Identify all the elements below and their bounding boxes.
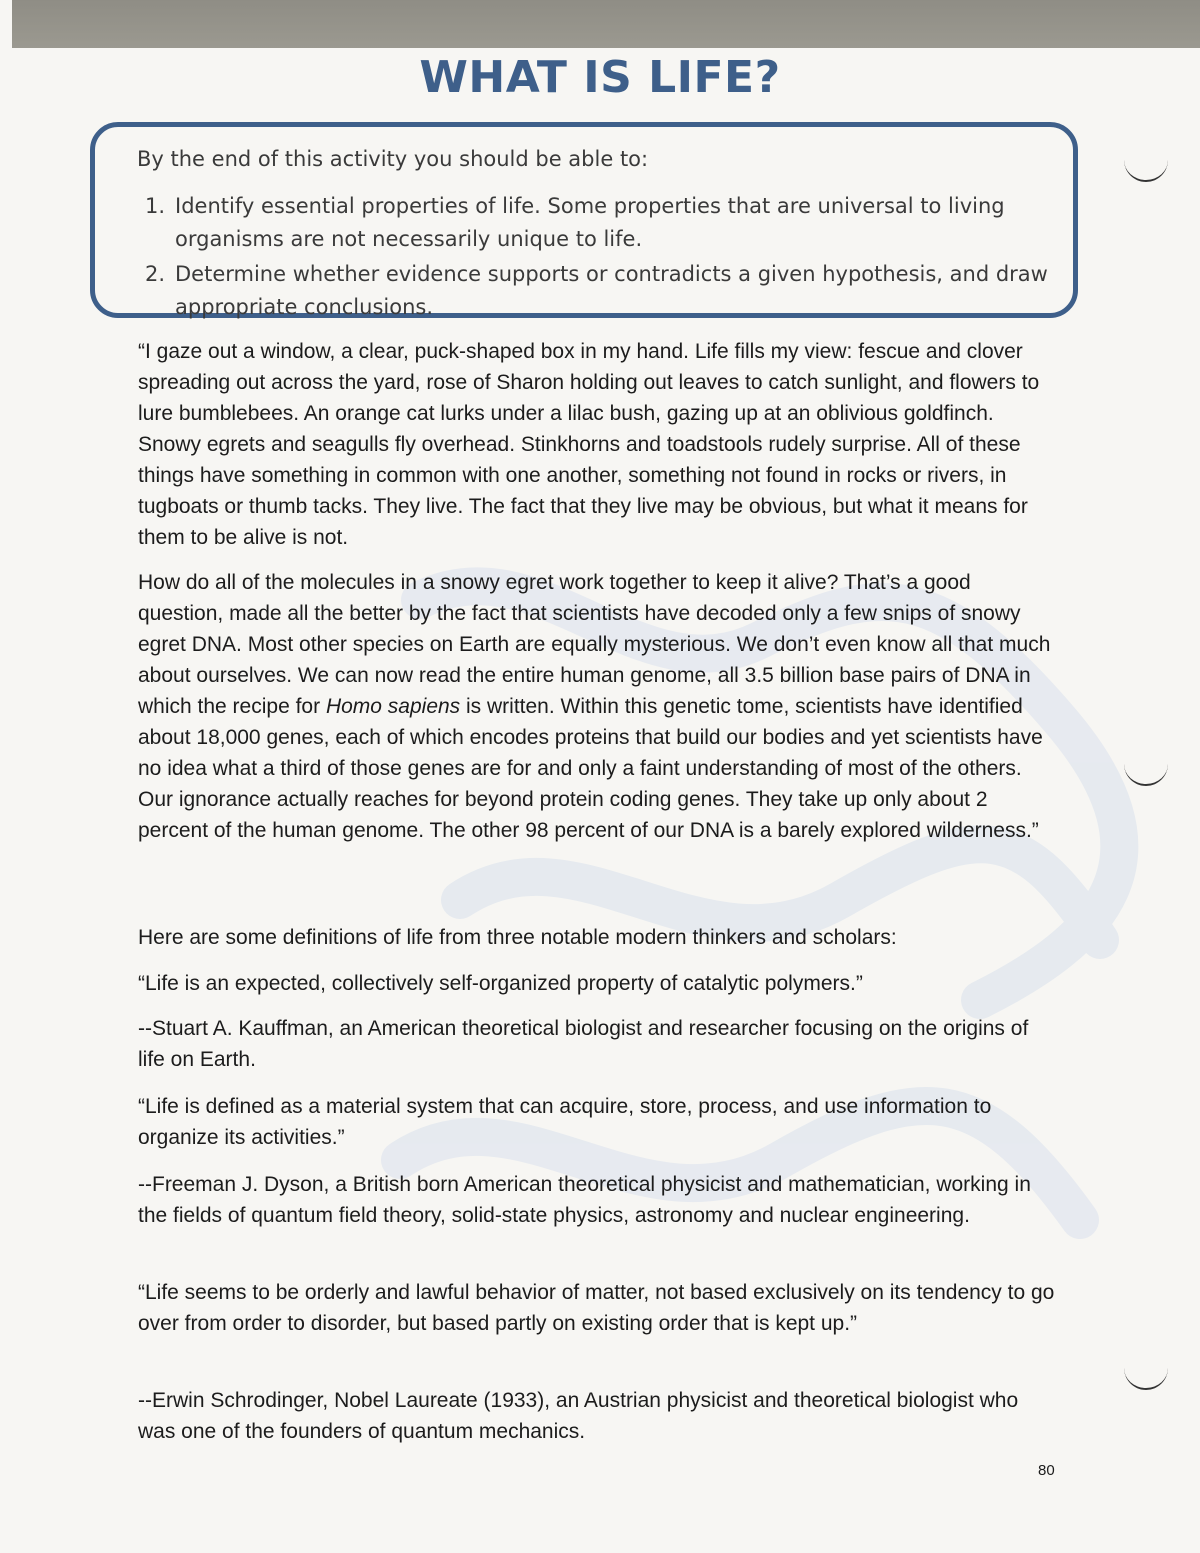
quote-paragraph-2 (138, 567, 1058, 846)
definition-quote-3: “Life seems to be orderly and lawful behavior of matter, not based exclusively on its tendency to go over from order to disorder, but based partly on existing order that is kept up.” (138, 1281, 1055, 1335)
paragraph-text: is written. Within this genetic tome, scientists have identified about 18,000 genes, each of which encodes proteins that build our bodies and yet scientists have no idea what a third of those genes are for and only a faint understanding of most of the others. Our ignorance actually reaches for beyond protein coding genes. They take up only about 2 percent of the human genome. The other 98 percent of our DNA is a barely explored wilderness.” (138, 695, 1043, 842)
definition-quote-1: “Life is an expected, collectively self-organized property of catalytic polymers.” (138, 972, 863, 995)
quote-paragraph-1: “I gaze out a window, a clear, puck-shaped box in my hand. Life fills my view: fescue and clover spreading out across the yard, rose of Sharon holding out leaves to catch sunlight, and flowers to lure bumblebees. An orange cat lurks under a lilac bush, gazing up at an oblivious goldfinch. Snowy egrets and seagulls fly overhead. Stinkhorns and toadstools rudely surprise. All of these things have something in common with one another, something not found in rocks or rivers, in tugboats or thumb tacks. They live. The fact that they live may be obvious, but what it means for them to be alive is not. (138, 340, 1040, 549)
objective-number: 1. (145, 194, 166, 218)
definition-attribution-2: --Freeman J. Dyson, a British born American theoretical physicist and mathematician, working in the fields of quantum field theory, solid-state physics, astronomy and nuclear engineering. (138, 1173, 1031, 1227)
species-name: Homo sapiens (325, 695, 461, 718)
objective-item (145, 190, 1055, 256)
definitions-intro: Here are some definitions of life from three notable modern thinkers and scholars: (138, 926, 897, 949)
learning-objectives-box (90, 122, 1078, 318)
definition-quote-2: “Life is defined as a material system that can acquire, store, process, and use information to organize its activities.” (138, 1095, 992, 1149)
binder-hole-mark (1124, 158, 1168, 182)
page-title: WHAT IS LIFE? (419, 52, 781, 103)
objective-text: Identify essential properties of life. Some properties that are universal to living organisms are not necessarily unique to life. (175, 194, 1005, 251)
objective-number: 2. (145, 262, 166, 286)
top-gray-band (12, 0, 1200, 48)
definition-attribution-1: --Stuart A. Kauffman, an American theoretical biologist and researcher focusing on the origins of life on Earth. (138, 1017, 1029, 1071)
page-number: 80 (1038, 1462, 1055, 1479)
objective-text: Determine whether evidence supports or contradicts a given hypothesis, and draw appropriate conclusions. (175, 262, 1048, 319)
objective-item (145, 258, 1055, 324)
definition-attribution-3: --Erwin Schrodinger, Nobel Laureate (1933), an Austrian physicist and theoretical biologist who was one of the founders of quantum mechanics. (138, 1389, 1019, 1443)
objectives-intro: By the end of this activity you should be able to: (137, 147, 649, 171)
paragraph-text: How do all of the molecules in a snowy egret work together to keep it alive? That’s a good question, made all the better by the fact that scientists have decoded only a few snips of snowy egret DNA. Most other species on Earth are equally mysterious. We don’t even know all that much about ourselves. We can now read the entire human genome, all 3.5 billion base pairs of DNA in which the recipe for (138, 571, 1051, 718)
